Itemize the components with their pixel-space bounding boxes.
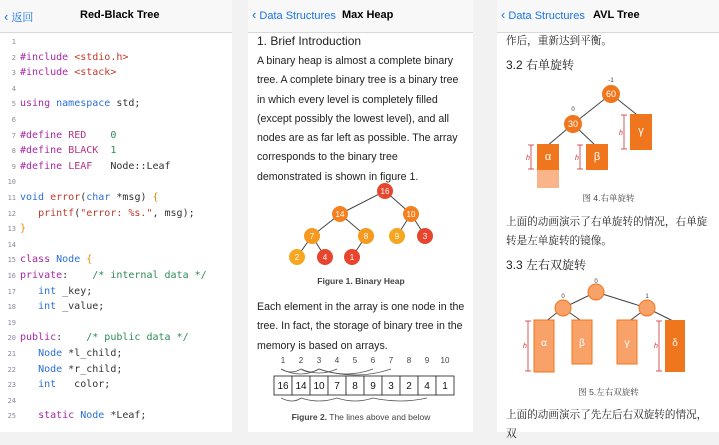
line-number: 12 — [7, 209, 16, 218]
right-rotation-figure — [497, 76, 719, 188]
heap-node-label: 7 — [309, 232, 315, 241]
max-heap-panel — [248, 0, 473, 432]
array-index: 4 — [334, 356, 340, 365]
height-label: h — [619, 130, 623, 137]
line-number: 20 — [7, 334, 16, 343]
line-number: 7 — [11, 131, 16, 140]
code-line: #include <stack> — [20, 67, 117, 79]
nav-bar — [248, 0, 473, 33]
heap-node-label: 10 — [406, 210, 416, 219]
line-number: 19 — [7, 318, 16, 327]
back-label: 返回 — [11, 12, 34, 24]
line-number: 16 — [7, 272, 16, 280]
code-line: #define LEAF Node::Leaf — [20, 160, 171, 172]
figure2-caption-label: Figure 2. — [291, 412, 328, 422]
back-label: Data Structures — [508, 10, 585, 22]
node-right — [639, 300, 655, 316]
nav-bar — [497, 0, 719, 33]
root-balance: -1 — [608, 78, 614, 84]
array-index: 10 — [440, 356, 450, 365]
node-root — [588, 284, 604, 300]
line-number: 22 — [7, 365, 16, 374]
code-line: #define RED 0 — [20, 129, 117, 141]
heap-array-figure — [248, 354, 473, 404]
line-number: 14 — [7, 240, 16, 249]
chevron-left-icon: ‹ — [252, 7, 257, 22]
array-cell-value: 10 — [313, 381, 325, 392]
red-black-tree-panel — [0, 0, 232, 432]
figure1-caption: Figure 1. Binary Heap — [317, 276, 405, 286]
page-title: AVL Tree — [593, 9, 640, 21]
intro-paragraph: A binary heap is almost a complete binary tree. A complete binary tree is a binary tree in which every level is completely filled (except possibly the lowest level), and all nodes are as far left as possible. The array corresponds to the binary tree demonstrated is shown in figure 1. — [257, 55, 459, 183]
node-60-label: 60 — [605, 89, 617, 99]
chevron-left-icon: ‹ — [501, 7, 506, 22]
root-balance: 0 — [594, 279, 598, 285]
line-number: 6 — [11, 116, 16, 124]
left-balance: 0 — [571, 107, 575, 113]
nav-bar — [0, 0, 232, 33]
figure2-caption — [257, 412, 465, 422]
line-number: 23 — [7, 381, 16, 390]
line-number: 18 — [7, 303, 16, 312]
page-title: Max Heap — [342, 9, 394, 21]
height-label: h — [654, 343, 658, 350]
height-label: h — [526, 155, 530, 162]
array-cell-value: 14 — [295, 381, 307, 392]
paragraph-continuation: 作后，重新达到平衡。 — [506, 35, 612, 47]
code-line: static Node *Leaf; — [38, 410, 147, 422]
heap-node-label: 16 — [380, 187, 390, 196]
array-cell-value: 3 — [388, 381, 394, 392]
heap-node-label: 2 — [294, 253, 300, 262]
line-number: 3 — [11, 69, 16, 78]
heap-node-label: 4 — [322, 253, 328, 262]
chevron-left-icon: ‹ — [4, 9, 9, 24]
page-title: Red-Black Tree — [80, 9, 160, 21]
array-index: 8 — [406, 356, 412, 365]
left-right-rotation-figure — [497, 278, 719, 380]
code-line: Node *r_child; — [38, 363, 123, 375]
array-index: 9 — [424, 356, 430, 365]
line-number: 4 — [11, 84, 16, 93]
array-cell-value: 8 — [352, 381, 358, 392]
right-balance: 1 — [645, 294, 649, 300]
array-paragraph: Each element in the array is one node in the tree. In fact, the storage of binary tree in the memory is based on arrays. — [257, 301, 465, 352]
gamma-label: γ — [624, 338, 630, 349]
array-index: 3 — [316, 356, 322, 365]
line-number: 2 — [11, 53, 16, 62]
code-line: #include <stdio.h> — [20, 51, 129, 63]
heap-node-label: 3 — [422, 232, 428, 241]
code-line: using namespace std; — [20, 98, 141, 110]
code-line: void error(char *msg) { — [20, 192, 159, 203]
line-number: 25 — [7, 412, 16, 421]
code-line: #define BLACK 1 — [20, 145, 117, 157]
gamma-label: γ — [638, 125, 644, 137]
code-line: class Node { — [20, 254, 93, 266]
section-heading-3-3: 3.3 左右双旋转 — [506, 258, 587, 272]
node-30-label: 30 — [567, 119, 579, 129]
line-number: 15 — [7, 256, 16, 265]
alpha-label: α — [541, 338, 547, 349]
back-button[interactable] — [501, 9, 585, 22]
array-cell-value: 1 — [442, 381, 448, 392]
code-line: int _value; — [38, 301, 105, 313]
alpha-label: α — [544, 151, 552, 163]
array-index: 5 — [352, 356, 358, 365]
heap-node-label: 8 — [363, 232, 369, 241]
array-index: 2 — [298, 356, 304, 365]
code-line: public: /* public data */ — [20, 332, 189, 344]
heap-node-label: 14 — [335, 210, 345, 219]
line-number: 17 — [7, 287, 16, 296]
array-cell-value: 9 — [370, 381, 376, 392]
line-number: 1 — [11, 38, 16, 46]
array-index: 1 — [280, 356, 286, 365]
figure2-caption-text: The lines above and below — [327, 412, 431, 422]
array-cell-value: 7 — [334, 381, 340, 392]
section-heading-3-2: 3.2 右单旋转 — [506, 58, 575, 72]
code-line: int color; — [38, 379, 111, 391]
beta-label: β — [593, 151, 601, 163]
code-line: } — [20, 223, 27, 235]
section-heading: 1. Brief Introduction — [257, 34, 362, 48]
line-number: 8 — [11, 147, 16, 156]
code-line: private: /* internal data */ — [20, 270, 207, 281]
paragraph-3-2: 上面的动画演示了右单旋转的情况，右单旋转是左单旋转的镜像。 — [506, 216, 708, 248]
figure4-caption: 图 4.右单旋转 — [582, 193, 635, 203]
avl-tree-panel — [497, 0, 719, 441]
figure5-caption: 图 5.左右双旋转 — [578, 387, 639, 397]
array-cell-value: 16 — [277, 381, 289, 392]
node-left — [555, 300, 571, 316]
line-number: 21 — [7, 350, 16, 358]
array-cell-value: 4 — [424, 381, 430, 392]
paragraph-3-3: 上面的动画演示了先左后右双旋转的情况，双 — [506, 409, 708, 441]
height-label: h — [575, 155, 579, 162]
line-number: 5 — [11, 100, 16, 109]
left-balance: 0 — [561, 294, 565, 300]
line-number: 9 — [11, 162, 16, 171]
heap-node-label: 9 — [394, 232, 400, 241]
binary-heap-figure — [248, 178, 473, 288]
back-button[interactable] — [4, 9, 33, 25]
line-number: 13 — [7, 225, 16, 234]
beta-label: β — [579, 338, 585, 349]
subtree-alpha-growth — [537, 170, 559, 188]
back-label: Data Structures — [259, 10, 336, 22]
array-index: 7 — [388, 356, 394, 365]
line-number: 11 — [7, 194, 16, 202]
code-line: int _key; — [38, 285, 93, 297]
code-line: printf("error: %s.", msg); — [38, 207, 195, 219]
line-number: 24 — [7, 396, 16, 405]
delta-label: δ — [672, 338, 678, 349]
heap-node-label: 1 — [349, 253, 355, 262]
code-line: Node *l_child; — [38, 348, 123, 359]
array-index: 6 — [370, 356, 376, 365]
line-number: 10 — [7, 178, 16, 187]
height-label: h — [523, 343, 527, 350]
array-cell-value: 2 — [406, 381, 412, 392]
back-button[interactable] — [252, 9, 336, 22]
